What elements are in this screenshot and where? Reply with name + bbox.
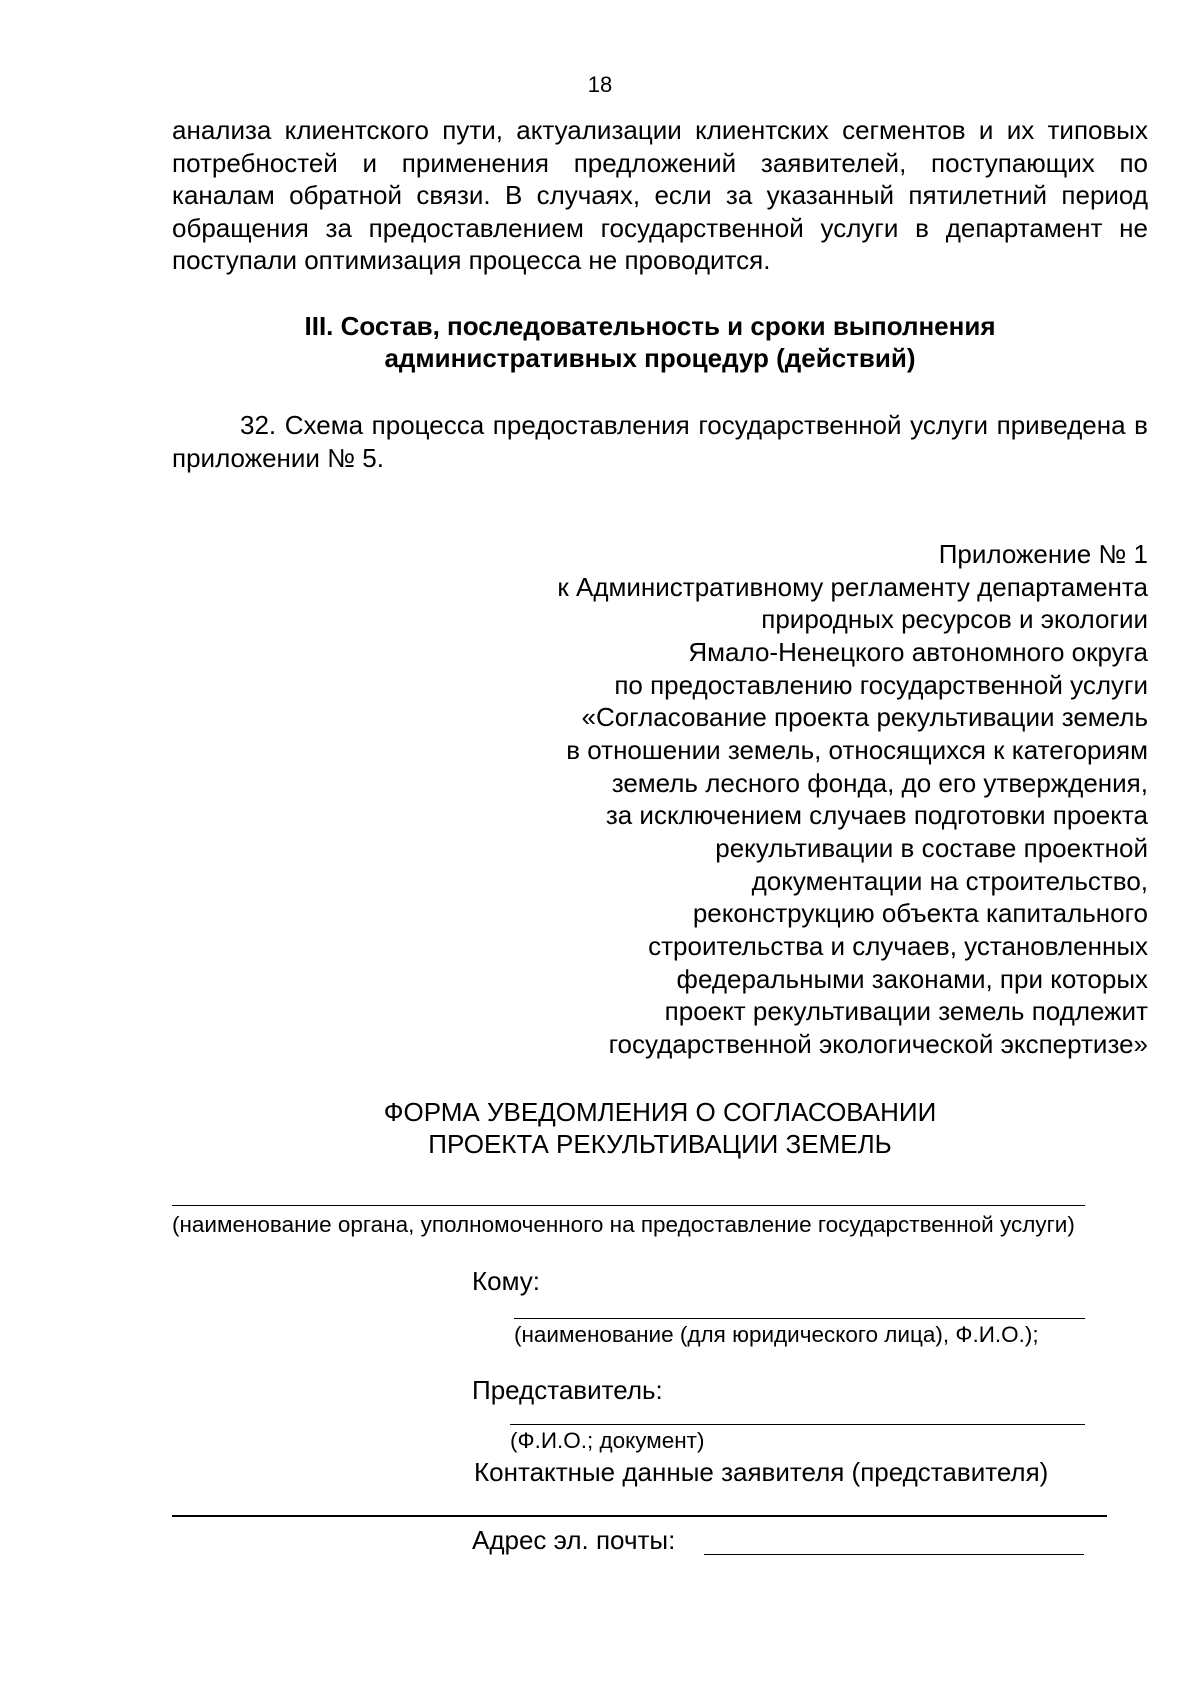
representative-fill-line <box>510 1424 1085 1425</box>
contacts-fill-line <box>172 1515 1107 1517</box>
paragraph-continuation: анализа клиентского пути, актуализации клиентских сегментов и их типовых потребностей и применения предложений заявителей, поступающих по каналам обратной связи. В случаях, если за указанный пятилетний период обращения за предоставлением государственной услуги в департамент не поступали оптимизация процесса не проводится. <box>172 115 1148 275</box>
appendix-line: за исключением случаев подготовки проекта <box>605 800 1148 831</box>
appendix-line: строительства и случаев, установленных <box>648 930 1148 961</box>
page-number: 18 <box>587 72 613 97</box>
appendix-line: в отношении земель, относящихся к категориям <box>566 734 1148 765</box>
authority-caption: (наименование органа, уполномоченного на предоставление государственной услуги) <box>172 1212 1075 1237</box>
paragraph-32: 32. Схема процесса предоставления государственной услуги приведена в приложении № 5. <box>172 410 1148 473</box>
to-fill-line <box>514 1318 1085 1319</box>
appendix-line: Ямало-Ненецкого автономного округа <box>688 636 1148 667</box>
appendix-line: «Согласование проекта рекультивации земель <box>581 702 1148 733</box>
appendix-line: проект рекультивации земель подлежит <box>664 996 1148 1027</box>
appendix-line: Приложение № 1 <box>938 539 1148 569</box>
section-heading <box>230 310 1070 374</box>
appendix-line: природных ресурсов и экологии <box>761 604 1148 635</box>
appendix-line: по предоставлению государственной услуги <box>614 669 1148 700</box>
appendix-line: федеральными законами, при которых <box>676 963 1148 994</box>
to-caption: (наименование (для юридического лица), Ф.И.О.); <box>514 1322 1039 1347</box>
form-title-line-2: ПРОЕКТА РЕКУЛЬТИВАЦИИ ЗЕМЕЛЬ <box>428 1129 892 1159</box>
appendix-line: рекультивации в составе проектной <box>715 832 1148 863</box>
appendix-line: к Административному регламенту департамента <box>557 571 1148 602</box>
email-label: Адрес эл. почты: <box>472 1525 676 1555</box>
appendix-line: реконструкцию объекта капитального <box>692 898 1148 929</box>
form-title-line-1: ФОРМА УВЕДОМЛЕНИЯ О СОГЛАСОВАНИИ <box>383 1097 937 1127</box>
form-title <box>260 1096 1060 1160</box>
section-heading-line-1: III. Состав, последовательность и сроки выполнения <box>304 311 996 341</box>
to-label: Кому: <box>472 1266 540 1296</box>
contacts-label: Контактные данные заявителя (представителя) <box>474 1457 1049 1487</box>
section-heading-line-2: административных процедур (действий) <box>384 343 916 373</box>
appendix-line: государственной экологической экспертизе» <box>608 1028 1148 1059</box>
appendix-line: земель лесного фонда, до его утверждения, <box>611 767 1148 798</box>
representative-caption: (Ф.И.О.; документ) <box>510 1428 705 1453</box>
appendix-line: документации на строительство, <box>751 865 1148 896</box>
email-fill-line <box>704 1554 1084 1555</box>
representative-label: Представитель: <box>472 1375 663 1405</box>
authority-fill-line <box>172 1205 1085 1206</box>
appendix-header <box>348 538 1148 1061</box>
